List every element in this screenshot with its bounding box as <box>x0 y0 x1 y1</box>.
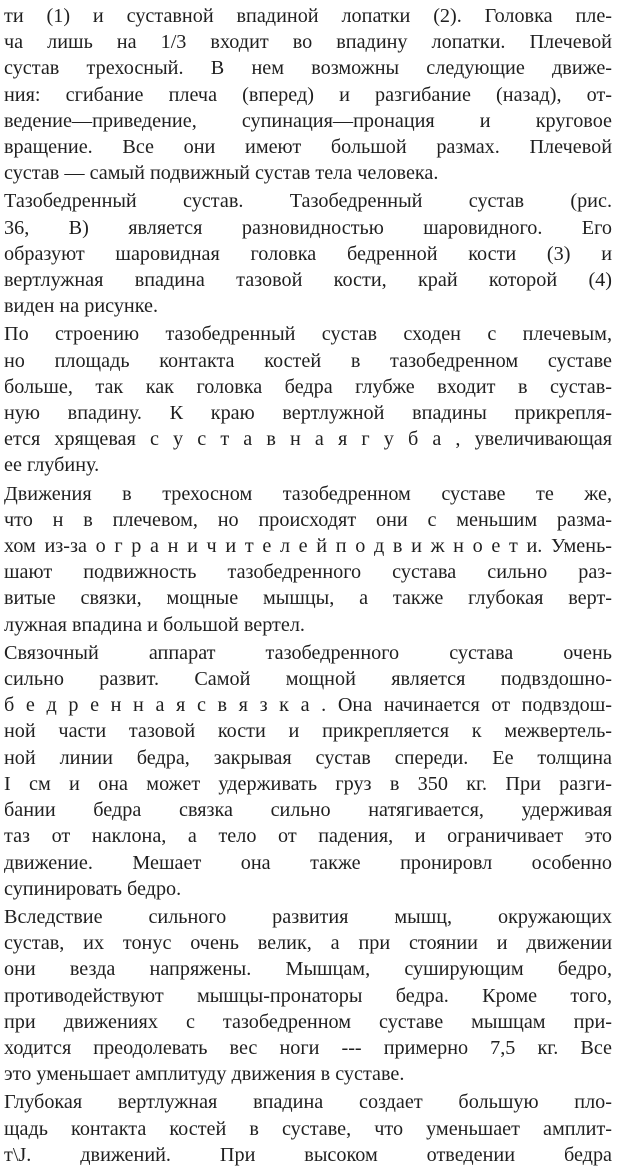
text-line: сильно развит. Самой мощной является подвздошно- <box>4 668 612 691</box>
text-line: По строению тазобедренный сустав сходен с плечевым, <box>4 323 612 346</box>
text-line: Тазобедренный сустав. Тазобедренный сустав (рис. <box>4 190 612 213</box>
paragraph <box>4 640 612 902</box>
text-line: Глубокая вертлужная впадина создает большую пло- <box>4 1091 612 1114</box>
text-line: сустав — самый подвижный сустав тела человека. <box>4 162 439 185</box>
text-line: при движениях с тазобедренном суставе мышцам при- <box>4 1010 612 1033</box>
paragraph <box>4 188 612 319</box>
text-line: противодействуют мышцы-пронаторы бедра. Кроме того, <box>4 984 612 1007</box>
text-line: вертлужная впадина тазовой кости, край которой (4) <box>4 269 612 292</box>
text-line: хом из-за о г р а н и ч и т е л е й п о д в и ж н о е т и. Умень- <box>4 535 612 558</box>
text-line: супинировать бедро. <box>4 877 182 900</box>
text-line: это уменьшает амплитуду движения в суставе. <box>4 1063 405 1086</box>
text-line: т\J. движений. При высоком отведении бедра <box>4 1143 612 1166</box>
text-line: ведение—приведение, супинация—пронация и круговое <box>4 109 612 132</box>
paragraph <box>4 481 612 638</box>
text-line: виден на рисунке. <box>4 295 159 318</box>
text-line: таз от наклона, а тело от падения, и ограничивает это <box>4 825 612 848</box>
paragraph <box>4 321 612 478</box>
text-line: ется хрящевая с у с т а в н а я г у б а , увеличивающая <box>4 428 612 451</box>
text-line: вращение. Все они имеют большой размах. Плечевой <box>4 136 612 159</box>
text-line: образуют шаровидная головка бедренной кости (3) и <box>4 242 612 265</box>
text-line: ной линии бедра, закрывая сустав спереди. Ее толщина <box>4 746 612 769</box>
text-line: но площадь контакта костей в тазобедренном суставе <box>4 349 612 372</box>
text-line: Вследствие сильного развития мышц, окружающих <box>4 905 612 928</box>
text-line: Связочный аппарат тазобедренного сустава очень <box>4 641 612 664</box>
text-line: бании бедра связка сильно натягивается, удерживая <box>4 799 612 822</box>
text-line: движение. Мешает она также пронировл особенно <box>4 851 612 874</box>
text-line: ной части тазовой кости и прикрепляется к межвертель- <box>4 720 612 743</box>
text-line: сустав трехосный. В нем возможны следующие движе- <box>4 57 612 80</box>
text-line: они везда напряжены. Мышцам, суширующим бедро, <box>4 958 612 981</box>
paragraph <box>4 3 612 186</box>
text-line: ее глубину. <box>4 454 100 477</box>
text-line: 36, В) является разновидностью шаровидного. Его <box>4 216 612 239</box>
text-line: щадь контакта костей в суставе, что уменьшает амплит- <box>4 1117 612 1140</box>
text-line: ния: сгибание плеча (вперед) и разгибание (назад), от- <box>4 83 612 106</box>
text-line: I см и она может удерживать груз в 350 кг. При разги- <box>4 772 612 795</box>
text-line: ти (1) и суставной впадиной лопатки (2). Головка пле- <box>4 5 612 27</box>
text-line: шают подвижность тазобедренного сустава сильно раз- <box>4 561 612 584</box>
text-line: ходится преодолевать вес ноги --- примерно 7,5 кг. Все <box>4 1036 612 1059</box>
text-line: ча лишь на 1/3 входит во впадину лопатки. Плечевой <box>4 31 612 54</box>
text-line: что н в плечевом, но происходят они с меньшим разма- <box>4 508 612 531</box>
text-line: лужная впадина и большой вертел. <box>4 613 305 636</box>
text-line: витые связки, мощные мышцы, а также глубокая верт- <box>4 587 612 610</box>
text-line: ную впадину. К краю вертлужной впадины прикрепля- <box>4 402 612 425</box>
paragraph <box>4 1089 612 1168</box>
text-line: б е д р е н н а я с в я з к а . Она начинается от подвздош- <box>4 694 612 717</box>
paragraph <box>4 904 612 1087</box>
text-line: Движения в трехосном тазобедренном суставе те же, <box>4 482 612 505</box>
text-line: сустав, их тонус очень велик, а при стоянии и движении <box>4 932 612 955</box>
text-line: больше, так как головка бедра глубже входит в сустав- <box>4 375 612 398</box>
